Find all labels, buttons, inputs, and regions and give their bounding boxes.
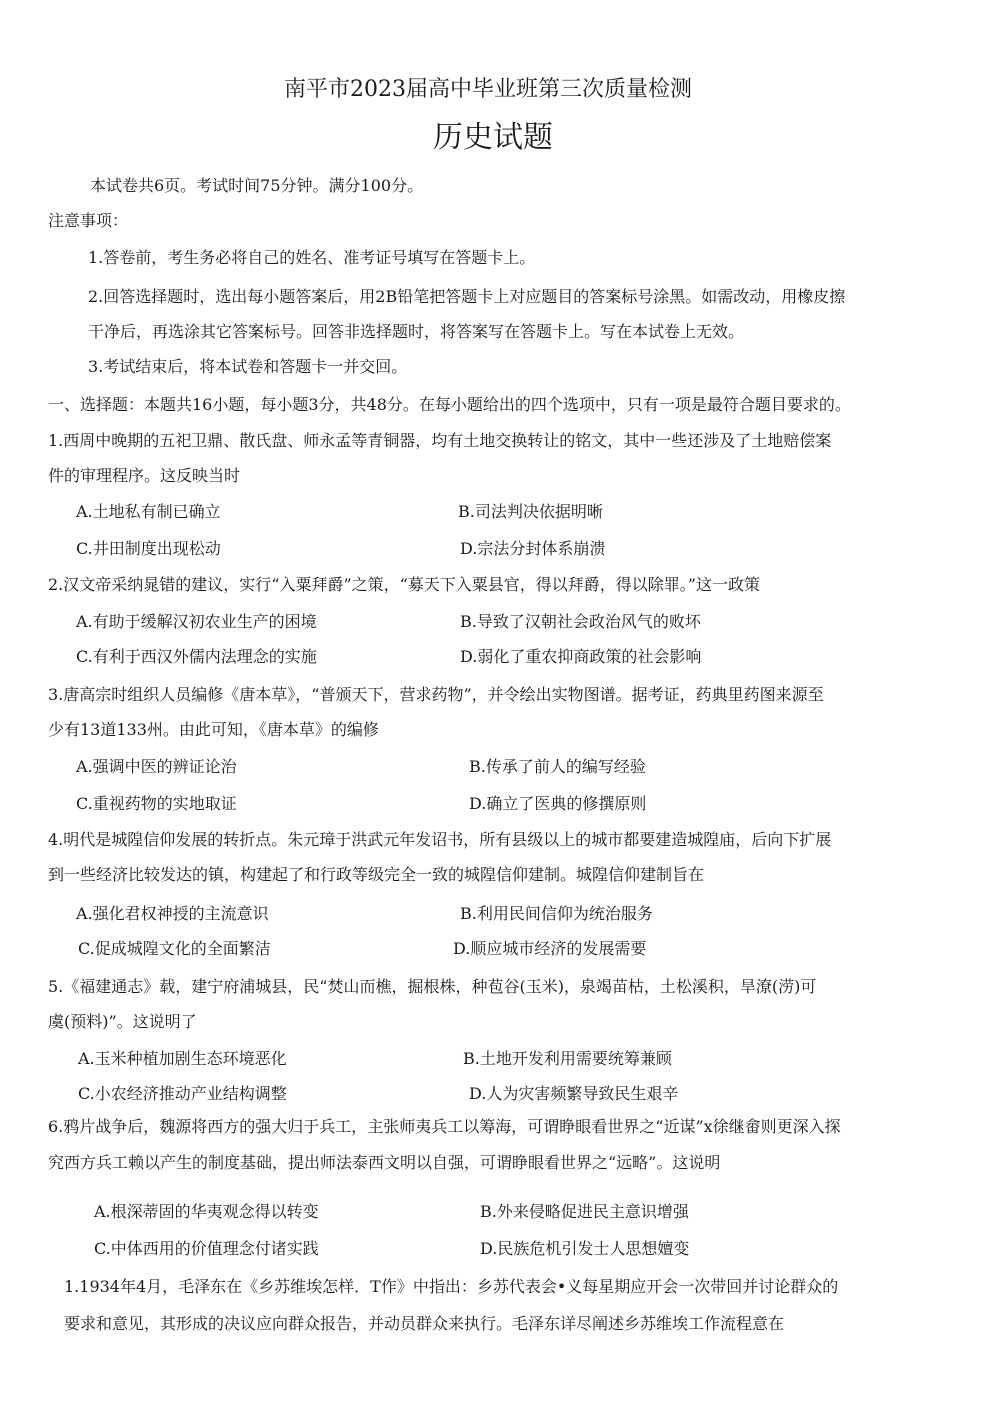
question-1-stem-line-2: 件的审理程序。这反映当时 (48, 466, 241, 485)
question-6-option-c: C.中体西用的价值理念付诸实践 (94, 1239, 319, 1258)
note-3: 3.考试结束后，将本试卷和答题卡一并交回。 (88, 357, 408, 376)
question-3-option-b: B.传承了前人的编写经验 (469, 757, 646, 776)
question-6-option-a: A.根深蒂固的华夷观念得以转变 (94, 1202, 319, 1221)
question-3-stem-line-1: 3.唐高宗时组织人员编修《唐本草》，“普颁天下，营求药物”，并令绘出实物图谱。据考证，药典里药图来源至 (48, 685, 824, 704)
question-2-option-b: B.导致了汉朝社会政治风气的败坏 (460, 612, 701, 631)
question-1-option-a: A.土地私有制已确立 (76, 502, 221, 521)
question-6-stem-line-2: 究西方兵工赖以产生的制度基础，提出师法泰西文明以自强，可谓睁眼看世界之“远略”。这说明 (48, 1153, 721, 1172)
question-7-stem-line-2: 要求和意见，其形成的决议应向群众报告，并动员群众来执行。毛泽东详尽阐述乡苏维埃工作流程意在 (64, 1314, 785, 1333)
question-2-option-a: A.有助于缓解汉初农业生产的困境 (76, 612, 317, 631)
question-4-option-c: C.促成城隍文化的全面繁洁 (78, 939, 271, 958)
question-1-option-c: C.井田制度出现松动 (76, 539, 221, 558)
question-5-option-a: A.玉米种植加剧生态环境恶化 (78, 1049, 287, 1068)
question-5-option-c: C.小农经济推动产业结构调整 (78, 1084, 287, 1103)
question-1-option-b: B.司法判决依据明晰 (458, 502, 603, 521)
question-1-stem-line-1: 1.西周中晚期的五祀卫鼎、散氏盘、师永孟等青铜器，均有土地交换转让的铭文，其中一些还涉及了土地赔偿案 (48, 431, 832, 450)
question-3-stem-line-2: 少有13道133州。由此可知，《唐本草》的编修 (48, 720, 379, 739)
question-4-option-d: D.顺应城市经济的发展需要 (453, 939, 647, 958)
section-heading: 一、选择题：本题共16小题，每小题3分，共48分。在每小题给出的四个选项中，只有一项是最符合题目要求的。 (48, 395, 851, 414)
question-5-stem-line-1: 5.《福建通志》载，建宁府浦城县，民“焚山而樵，掘根株，种苞谷(玉米)，泉竭苗枯，土松溪积，旱潦(涝)可 (48, 977, 817, 996)
notes-heading: 注意事项： (48, 211, 129, 230)
question-3-option-c: C.重视药物的实地取证 (76, 794, 237, 813)
question-3-option-d: D.确立了医典的修撰原则 (469, 794, 647, 813)
exam-title: 南平市2023届高中毕业班第三次质量检测 (284, 77, 692, 102)
note-2-line-1: 2.回答选择题时，选出每小题答案后，用2B铅笔把答题卡上对应题目的答案标号涂黑。如需改动，用橡皮擦 (88, 287, 846, 306)
question-4-stem-line-2: 到一些经济比较发达的镇，构建起了和行政等级完全一致的城隍信仰建制。城隍信仰建制旨在 (48, 865, 705, 884)
question-5-option-b: B.土地开发利用需要统筹兼顾 (463, 1049, 672, 1068)
question-4-option-b: B.利用民间信仰为统治服务 (460, 904, 653, 923)
question-2-stem-line-1: 2.汉文帝采纳晁错的建议，实行“入粟拜爵”之策，“募天下入粟县官，得以拜爵，得以除罪。”这一政策 (48, 575, 760, 594)
question-7-stem-line-1: 1.1934年4月，毛泽东在《乡苏维埃怎样．T作》中指出：乡苏代表会•义每星期应开会一次带回并讨论群众的 (64, 1277, 839, 1296)
question-1-option-d: D.宗法分封体系崩溃 (460, 539, 606, 558)
question-4-stem-line-1: 4.明代是城隍信仰发展的转折点。朱元璋于洪武元年发诏书，所有县级以上的城市都要建造城隍庙，后向下扩展 (48, 830, 832, 849)
question-6-option-d: D.民族危机引发士人思想嬗变 (480, 1239, 690, 1258)
note-2-line-2: 干净后，再选涂其它答案标号。回答非选择题时，将答案写在答题卡上。写在本试卷上无效。 (88, 322, 745, 341)
question-2-option-c: C.有利于西汉外儒内法理念的实施 (76, 647, 317, 666)
question-5-stem-line-2: 虞(预料)”。这说明了 (48, 1012, 197, 1031)
question-3-option-a: A.强调中医的辨证论治 (76, 757, 237, 776)
question-6-stem-line-1: 6.鸦片战争后，魏源将西方的强大归于兵工，主张师夷兵工以筹海，可谓睁眼看世界之“近谋”x徐继畲则更深入探 (48, 1117, 841, 1136)
question-6-option-b: B.外来侵略促进民主意识增强 (480, 1202, 689, 1221)
question-5-option-d: D.人为灾害频繁导致民生艰辛 (469, 1084, 679, 1103)
question-2-option-d: D.弱化了重农抑商政策的社会影响 (460, 647, 702, 666)
subject-title: 历史试题 (433, 120, 553, 155)
question-4-option-a: A.强化君权神授的主流意识 (76, 904, 269, 923)
exam-summary: 本试卷共6页。考试时间75分钟。满分100分。 (90, 176, 424, 195)
note-1: 1.答卷前，考生务必将自己的姓名、准考证号填写在答题卡上。 (88, 248, 536, 267)
